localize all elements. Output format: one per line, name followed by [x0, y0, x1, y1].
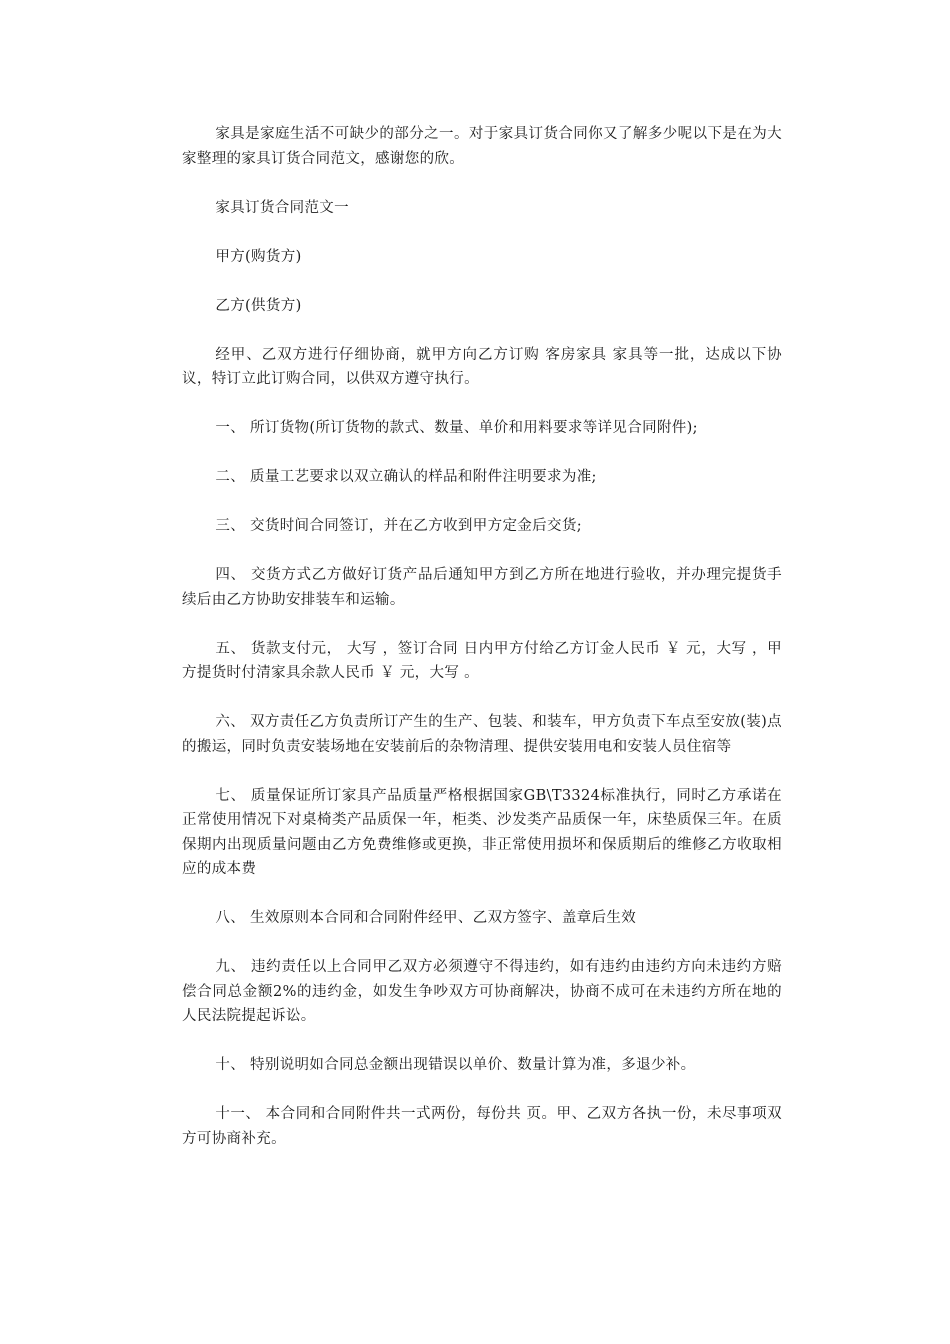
clause-1: 一、 所订货物(所订货物的款式、数量、单价和用料要求等详见合同附件); [215, 420, 698, 436]
clause-2: 二、 质量工艺要求以双立确认的样品和附件注明要求为准; [215, 469, 597, 485]
agreement-preamble: 经甲、乙双方进行仔细协商，就甲方向乙方订购 客房家具 家具等一批，达成以下协议，特订立此订购合同，以供双方遵守执行。 [182, 346, 782, 387]
party-b-line: 乙方(供货方) [215, 297, 302, 314]
document-body [182, 122, 782, 1176]
clause-5: 五、 货款支付元， 大写 ，签订合同 日内甲方付给乙方订金人民币 ￥ 元，大写 ，甲方提货时付清家具余款人民币 ￥ 元，大写 。 [182, 640, 782, 681]
clause-3: 三、 交货时间合同签订，并在乙方收到甲方定金后交货; [215, 518, 582, 534]
clause-6: 六、 双方责任乙方负责所订产生的生产、包装、和装车，甲方负责下车点至安放(装)点的搬运，同时负责安装场地在安装前后的杂物清理、提供安装用电和安装人员住宿等 [182, 714, 782, 755]
clause-7: 七、 质量保证所订家具产品质量严格根据国家GB\T3324标准执行，同时乙方承诺在正常使用情况下对桌椅类产品质保一年，柜类、沙发类产品质保一年，床垫质保三年。在质保期内出现质量问题由乙方免费维修或更换，非正常使用损坏和保质期后的维修乙方收取相应的成本费 [182, 787, 782, 877]
intro-paragraph: 家具是家庭生活不可缺少的部分之一。对于家具订货合同你又了解多少呢以下是在为大家整理的家具订货合同范文，感谢您的欣。 [182, 126, 782, 167]
clause-10: 十、 特别说明如合同总金额出现错误以单价、数量计算为准，多退少补。 [215, 1057, 696, 1073]
clause-11: 十一、 本合同和合同附件共一式两份，每份共 页。甲、乙双方各执一份，未尽事项双方可协商补充。 [182, 1106, 782, 1147]
section-heading: 家具订货合同范文一 [215, 199, 349, 216]
clause-4: 四、 交货方式乙方做好订货产品后通知甲方到乙方所在地进行验收，并办理完提货手续后由乙方协助安排装车和运输。 [182, 567, 782, 608]
clause-8: 八、 生效原则本合同和合同附件经甲、乙双方签字、盖章后生效 [215, 910, 637, 926]
clause-9: 九、 违约责任以上合同甲乙双方必须遵守不得违约，如有违约由违约方向未违约方赔偿合同总金额2%的违约金，如发生争吵双方可协商解决，协商不成可在未违约方所在地的人民法院提起诉讼。 [182, 959, 782, 1024]
party-a-line: 甲方(购货方) [215, 248, 302, 265]
